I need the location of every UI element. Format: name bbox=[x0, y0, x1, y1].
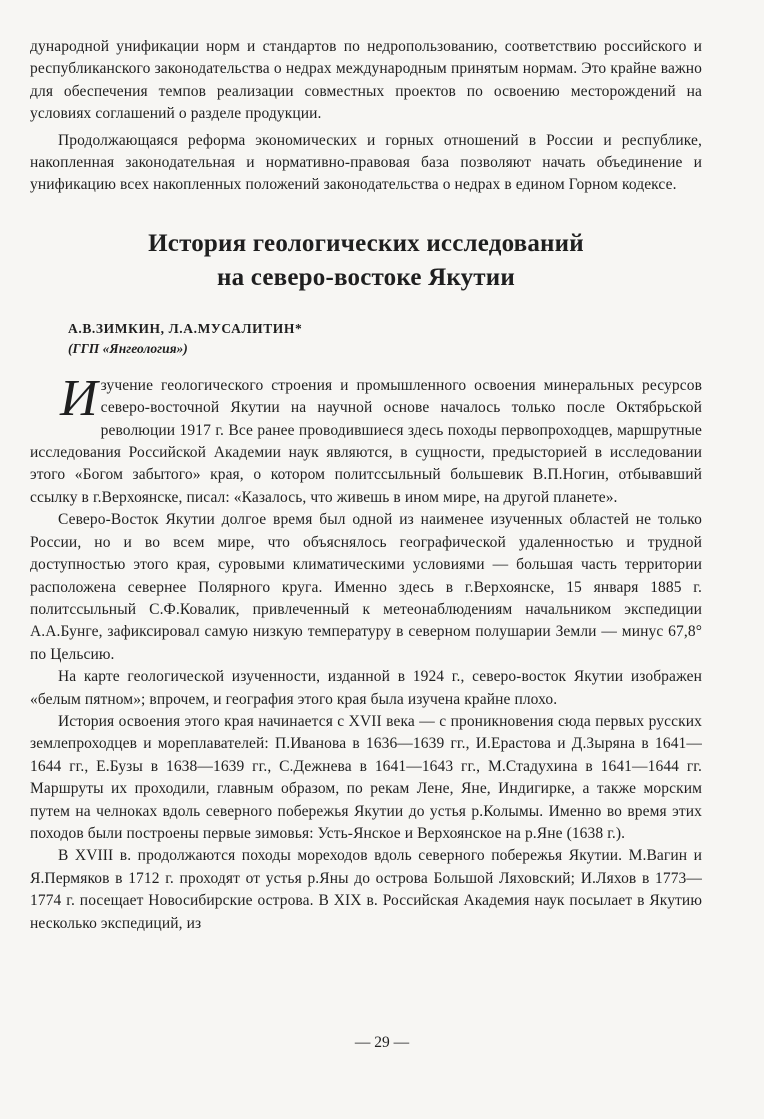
article-authors: А.В.ЗИМКИН, Л.А.МУСАЛИТИН* bbox=[68, 320, 303, 336]
drop-cap: И bbox=[60, 369, 98, 427]
intro-paragraph-2: Продолжающаяся реформа экономических и горных отношений в России и республике, накопленная законодательная и нормативно-правовая база позволяют начать объединение и унификацию всех накопленных положений законодательства о недрах в едином Горном кодексе. bbox=[30, 131, 702, 194]
article-title bbox=[30, 227, 702, 295]
text-column bbox=[30, 36, 702, 935]
article-affiliation: (ГГП «Янгеология») bbox=[68, 340, 188, 356]
article-title-line-1: История геологических исследований bbox=[148, 229, 584, 257]
article-paragraph-3: На карте геологической изученности, изданной в 1924 г., северо-восток Якутии изображен «белым пятном»; впрочем, и география этого края была изучена крайне плохо. bbox=[30, 668, 702, 708]
article-paragraph-2: Северо-Восток Якутии долгое время был одной из наименее изученных областей не только России, но и во всем мире, что объяснялось географической удаленностью и трудной доступностью этого края, суровыми климатическими условиями — большая часть территории расположена севернее Полярного круга. Именно здесь в г.Верхоянске, 15 января 1885 г. политссыльный С.Ф.Ковалик, привлеченный к метеонаблюдениям начальником экспедиции А.А.Бунге, зафиксировал самую низкую температуру в северном полушарии Земли — минус 67,8° по Цельсию. bbox=[30, 511, 702, 663]
article-title-line-2: на северо-востоке Якутии bbox=[217, 263, 515, 291]
page-number: — 29 — bbox=[354, 1034, 410, 1051]
intro-paragraph-1: дународной унификации норм и стандартов по недропользованию, соответствию российского и республиканского законодательства о недрах международным принятым нормам. Это крайне важно для обеспечения темпов реализации совместных проектов по освоению месторождений на условиях соглашений о разделе продукции. bbox=[30, 38, 702, 123]
article-paragraph-4: История освоения этого края начинается с XVII века — с проникновения сюда первых русских землепроходцев и мореплавателей: П.Иванова в 1636—1639 гг., И.Ерастова и Д.Зыряна в 1641—1644 гг., Е.Бузы в 1638—1639 гг., С.Дежнева в 1641—1643 гг., М.Стадухина в 1641—1644 гг. Маршруты их проходили, главным образом, по рекам Лене, Яне, Индигирке, а также морским путем на челноках вдоль северного побережья Якутии до устья р.Колымы. Именно во время этих походов были построены первые зимовья: Усть-Янское и Верхоянское на р.Яне (1638 г.). bbox=[30, 712, 702, 842]
article-paragraph-5: В XVIII в. продолжаются походы мореходов вдоль северного побережья Якутии. М.Вагин и Я.Пермяков в 1712 г. проходят от устья р.Яны до острова Большой Ляховский; И.Ляхов в 1773—1774 г. посещает Новосибирские острова. В XIX в. Российская Академия наук посылает в Якутию несколько экспедиций, из bbox=[30, 847, 702, 932]
article-paragraph-1 bbox=[30, 369, 702, 509]
article-paragraph-1-text: зучение геологического строения и промышленного освоения минеральных ресурсов северо-восточной Якутии на научной основе началось только после Октябрьской революции 1917 г. Все ранее проводившиеся здесь походы первопроходцев, маршрутные исследования Российской Академии наук являются, в сущности, предысторией в исследовании этого «Богом забытого» края, о котором политссыльный большевик В.П.Ногин, отбывавший ссылку в г.Верхоянске, писал: «Казалось, что живешь в ином мире, на другой планете». bbox=[30, 376, 702, 506]
